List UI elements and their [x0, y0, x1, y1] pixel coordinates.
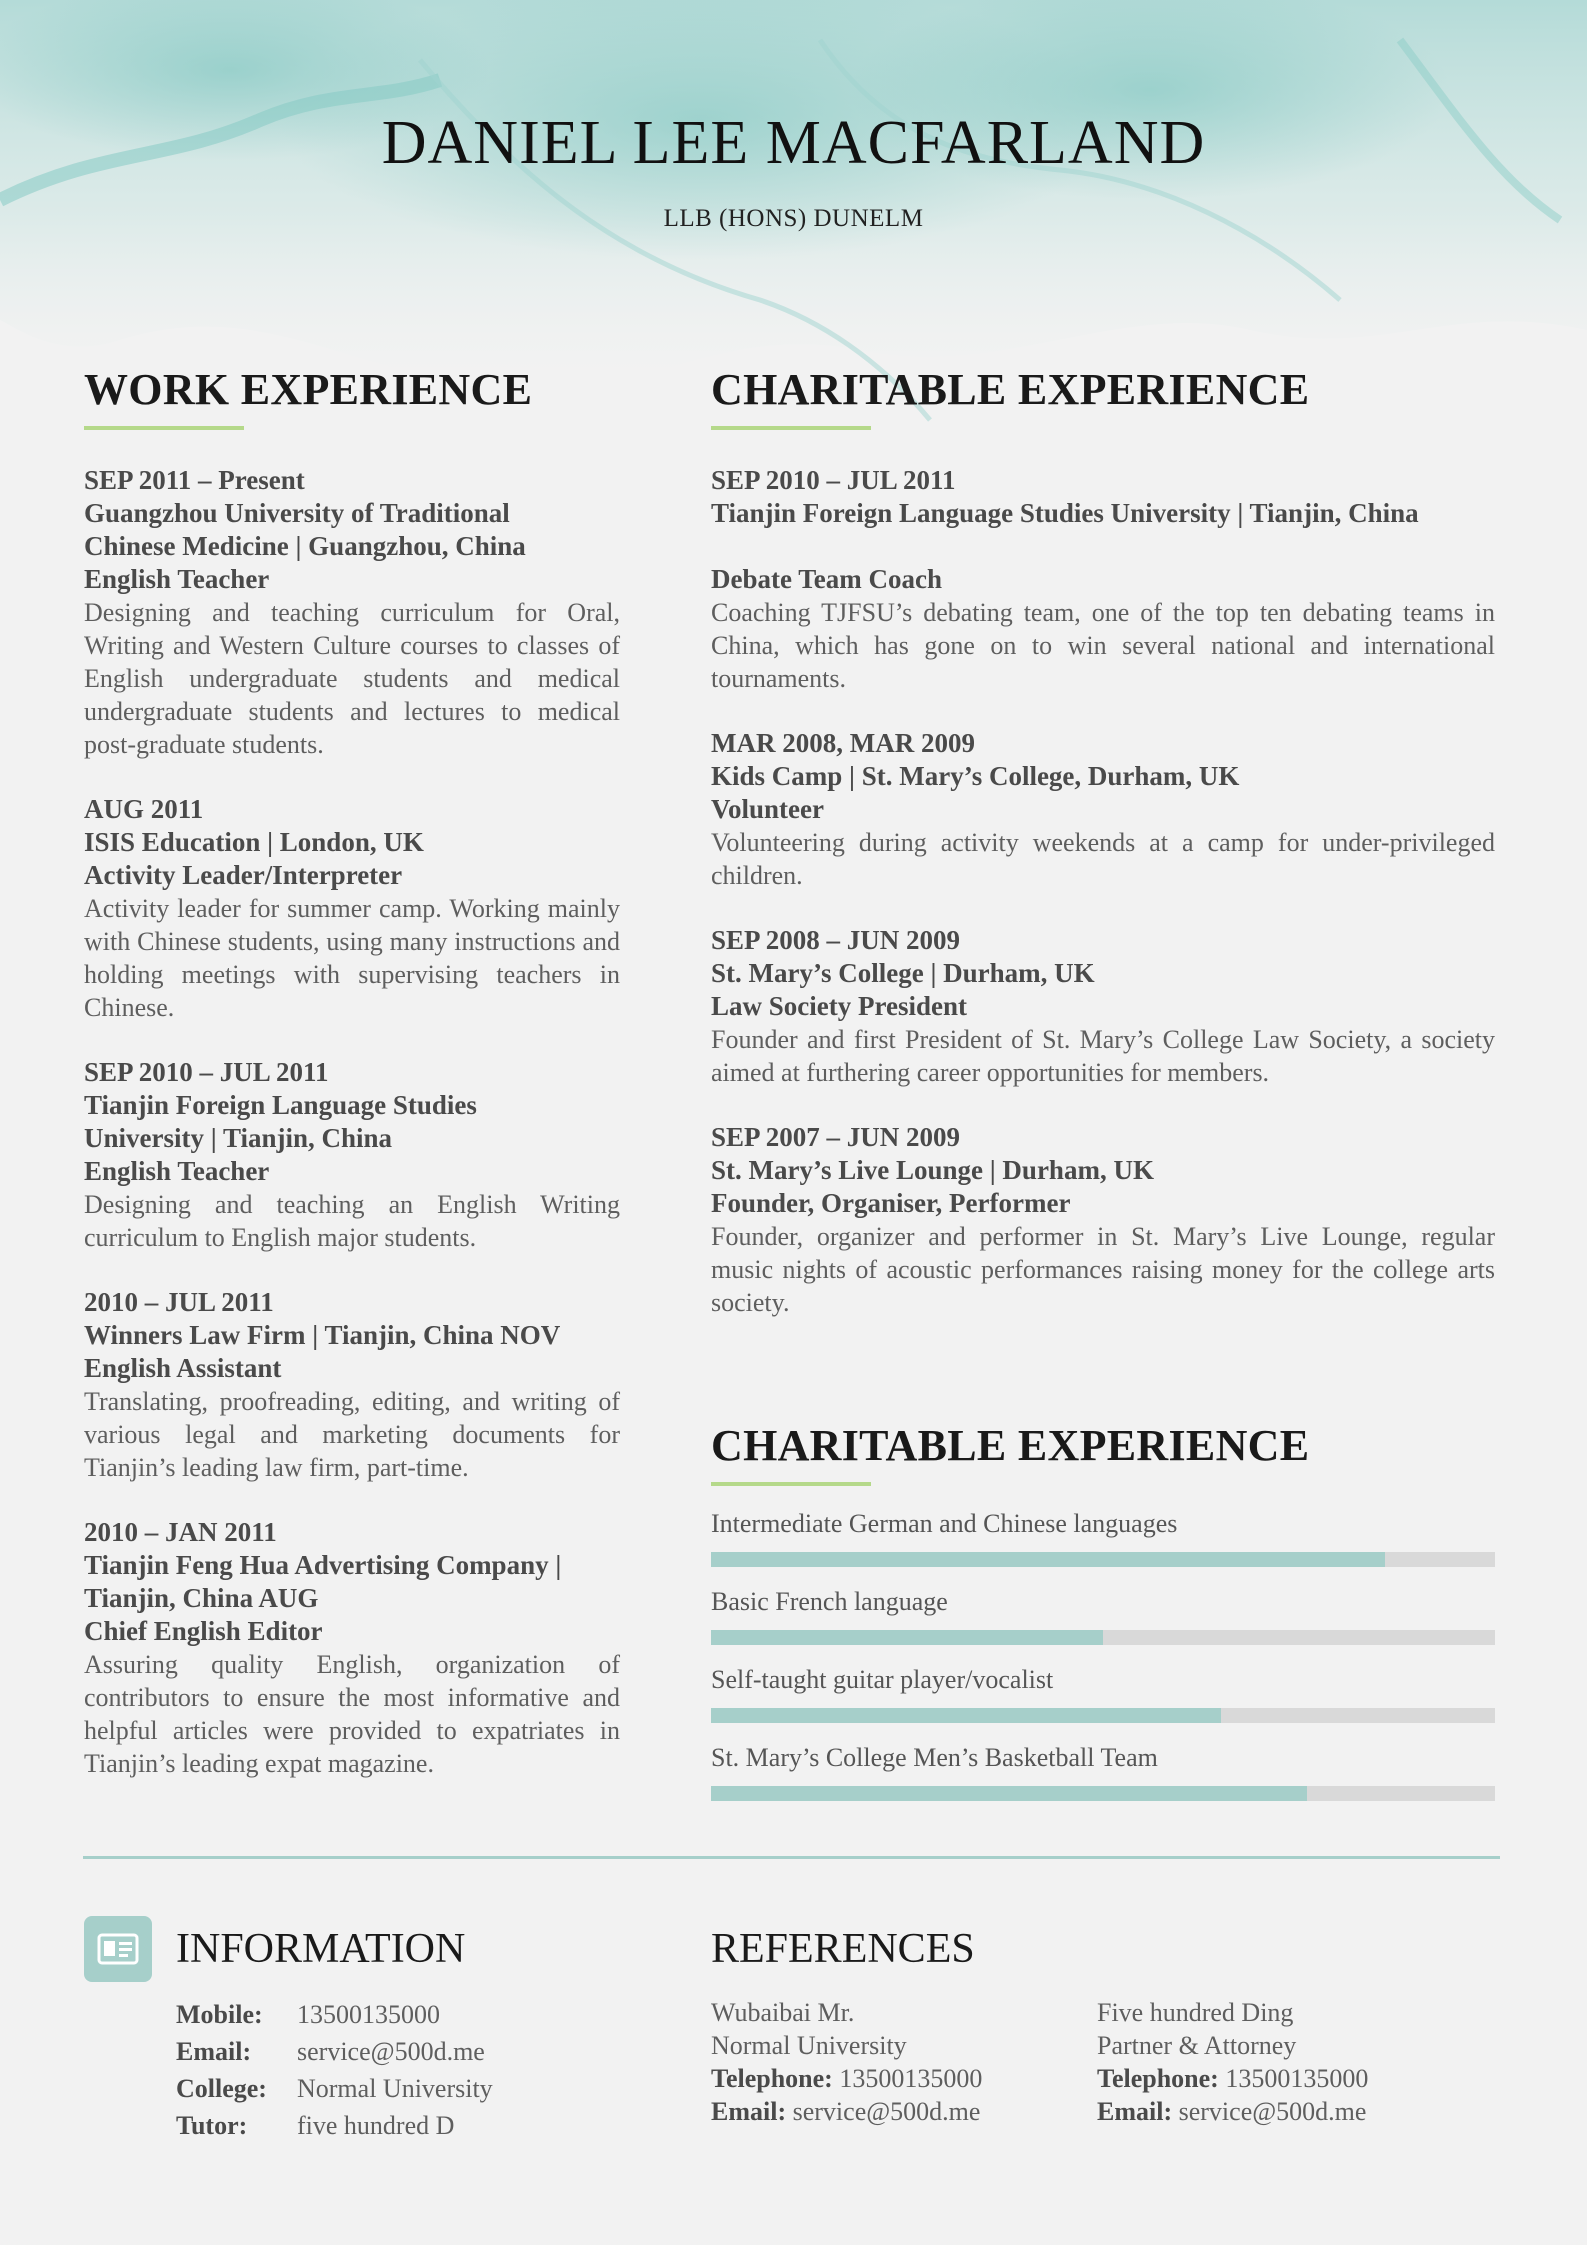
info-row-tutor — [176, 2107, 493, 2144]
skills-section — [711, 1421, 1495, 1820]
entry-org: St. Mary’s Live Lounge | Durham, UK — [711, 1155, 1154, 1185]
skill-item — [711, 1664, 1495, 1723]
info-label: College: — [176, 2074, 267, 2103]
section-underline — [711, 426, 871, 430]
entry-date: MAR 2008, MAR 2009 — [711, 728, 975, 758]
entry-org: University | Tianjin, China — [84, 1123, 393, 1153]
entry-role: English Teacher — [84, 1156, 270, 1186]
entry-role: Chief English Editor — [84, 1616, 323, 1646]
info-label: Tutor: — [176, 2111, 248, 2140]
entry-date: AUG 2011 — [84, 794, 204, 824]
skills-title: CHARITABLE EXPERIENCE — [711, 1421, 1310, 1470]
entry-role: Law Society President — [711, 991, 967, 1021]
reference-telephone: Telephone: 13500135000 — [711, 2064, 983, 2093]
entry-description: Translating, proofreading, editing, and writing of various legal and marketing documents for Tianjin’s leading law firm, part-time. — [84, 1387, 620, 1482]
entry-org: Chinese Medicine | Guangzhou, China — [84, 531, 526, 561]
info-value: Normal University — [297, 2074, 493, 2103]
skill-item — [711, 1586, 1495, 1645]
charitable-experience-title: CHARITABLE EXPERIENCE — [711, 365, 1310, 414]
charity-entry — [711, 727, 1495, 892]
info-row-email — [176, 2033, 493, 2070]
skill-item — [711, 1742, 1495, 1801]
skill-label: Basic French language — [711, 1587, 948, 1616]
entry-org: Guangzhou University of Traditional — [84, 498, 510, 528]
entry-role: English Teacher — [84, 564, 270, 594]
info-value: five hundred D — [297, 2111, 455, 2140]
skill-bar — [711, 1552, 1495, 1567]
skill-label: St. Mary’s College Men’s Basketball Team — [711, 1743, 1158, 1772]
info-value: service@500d.me — [297, 2037, 485, 2066]
entry-description: Activity leader for summer camp. Working mainly with Chinese students, using many instructions and holding meetings with supervising teachers in Chinese. — [84, 894, 620, 1022]
skill-bar — [711, 1786, 1495, 1801]
information-title: INFORMATION — [176, 1926, 466, 1972]
reference-name: Wubaibai Mr. — [711, 1998, 855, 2027]
entry-description: Designing and teaching curriculum for Oral, Writing and Western Culture courses to classes of English undergraduate students and medical undergraduate students and lectures to medical post-graduate students. — [84, 598, 620, 759]
skill-bar — [711, 1708, 1495, 1723]
entry-date: SEP 2010 – JUL 2011 — [711, 465, 956, 495]
info-row-mobile — [176, 1996, 493, 2033]
charity-entry — [711, 464, 1495, 695]
skill-bar-fill — [711, 1552, 1385, 1567]
skill-bar-fill — [711, 1708, 1221, 1723]
reference-telephone: Telephone: 13500135000 — [1097, 2064, 1369, 2093]
entry-org: Winners Law Firm | Tianjin, China NOV — [84, 1320, 561, 1350]
entry-description: Founder, organizer and performer in St. Mary’s Live Lounge, regular music nights of acoustic performances raising money for the college arts society. — [711, 1222, 1495, 1317]
entry-date: 2010 – JUL 2011 — [84, 1287, 274, 1317]
entry-role: Activity Leader/Interpreter — [84, 860, 403, 890]
work-entry — [84, 464, 620, 761]
work-entry — [84, 1516, 620, 1780]
entry-date: SEP 2011 – Present — [84, 465, 305, 495]
candidate-degree: LLB (HONS) DUNELM — [663, 205, 924, 232]
reference-card — [1097, 1996, 1368, 2128]
skill-label: Intermediate German and Chinese languages — [711, 1509, 1178, 1538]
entry-org: Tianjin Foreign Language Studies University | Tianjin, China — [711, 498, 1419, 528]
work-experience-section — [84, 365, 620, 1812]
entry-role: Founder, Organiser, Performer — [711, 1188, 1071, 1218]
reference-email: Email: service@500d.me — [1097, 2097, 1367, 2126]
info-row-college — [176, 2070, 493, 2107]
charity-entry — [711, 1121, 1495, 1319]
id-card-icon — [84, 1916, 152, 1982]
info-value: 13500135000 — [297, 2000, 440, 2029]
entry-org: Tianjin, China AUG — [84, 1583, 319, 1613]
skill-bar-fill — [711, 1786, 1307, 1801]
entry-description: Volunteering during activity weekends at a camp for under-privileged children. — [711, 828, 1495, 890]
info-label: Email: — [176, 2037, 252, 2066]
entry-date: SEP 2010 – JUL 2011 — [84, 1057, 329, 1087]
entry-role: English Assistant — [84, 1353, 282, 1383]
entry-org: Kids Camp | St. Mary’s College, Durham, UK — [711, 761, 1240, 791]
entry-org: ISIS Education | London, UK — [84, 827, 424, 857]
entry-description: Coaching TJFSU’s debating team, one of the top ten debating teams in China, which has gone on to win several national and international tournaments. — [711, 598, 1495, 693]
entry-role: Debate Team Coach — [711, 564, 942, 594]
reference-card — [711, 1996, 982, 2128]
skill-bar — [711, 1630, 1495, 1645]
candidate-name: DANIEL LEE MACFARLAND — [381, 109, 1206, 177]
entry-org: Tianjin Foreign Language Studies — [84, 1090, 477, 1120]
entry-date: SEP 2008 – JUN 2009 — [711, 925, 961, 955]
entry-description: Designing and teaching an English Writing curriculum to English major students. — [84, 1190, 620, 1252]
entry-role: Volunteer — [711, 794, 824, 824]
entry-description: Founder and first President of St. Mary’s College Law Society, a society aimed at furthering career opportunities for members. — [711, 1025, 1495, 1087]
work-experience-title: WORK EXPERIENCE — [84, 365, 533, 414]
section-underline — [84, 426, 244, 430]
entry-org: St. Mary’s College | Durham, UK — [711, 958, 1095, 988]
footer-divider — [83, 1856, 1500, 1859]
reference-email: Email: service@500d.me — [711, 2097, 981, 2126]
work-entry — [84, 1286, 620, 1484]
entry-date: SEP 2007 – JUN 2009 — [711, 1122, 961, 1152]
section-underline — [711, 1482, 871, 1486]
reference-org: Partner & Attorney — [1097, 2031, 1297, 2060]
entry-org: Tianjin Feng Hua Advertising Company | — [84, 1550, 562, 1580]
reference-org: Normal University — [711, 2031, 907, 2060]
skill-item — [711, 1508, 1495, 1567]
entry-description: Assuring quality English, organization of contributors to ensure the most informative and helpful articles were provided to expatriates in Tianjin’s leading expat magazine. — [84, 1650, 620, 1778]
work-entry — [84, 793, 620, 1024]
references-title: REFERENCES — [711, 1926, 975, 1972]
information-list — [176, 1996, 493, 2144]
reference-name: Five hundred Ding — [1097, 1998, 1294, 2027]
info-label: Mobile: — [176, 2000, 263, 2029]
charity-entry — [711, 924, 1495, 1089]
skill-bar-fill — [711, 1630, 1103, 1645]
skill-label: Self-taught guitar player/vocalist — [711, 1665, 1054, 1694]
work-entry — [84, 1056, 620, 1254]
entry-date: 2010 – JAN 2011 — [84, 1517, 277, 1547]
charitable-experience-section — [711, 365, 1495, 1351]
